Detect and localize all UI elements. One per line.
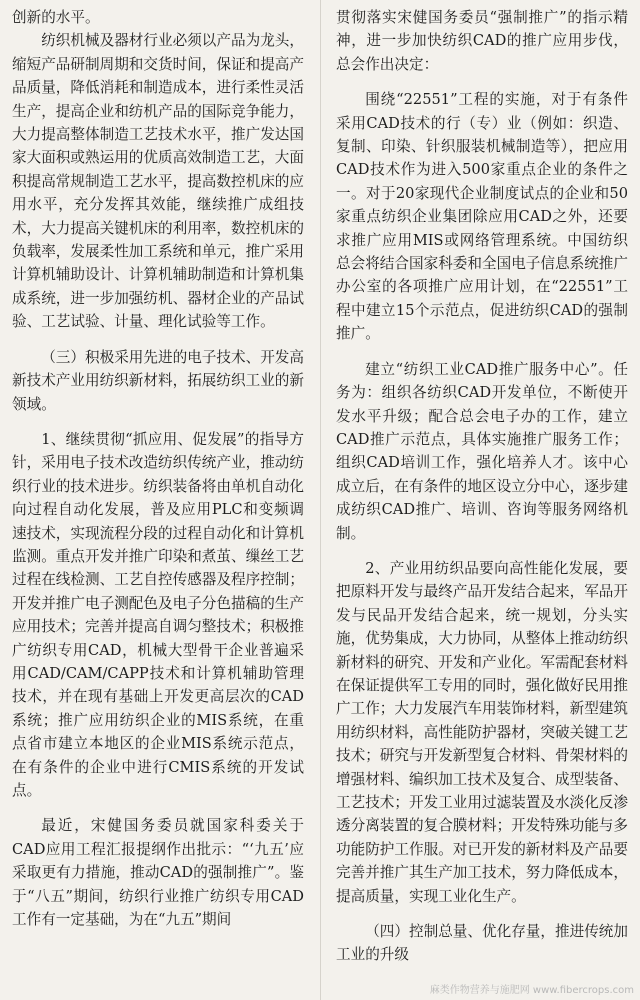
left-column <box>12 6 304 931</box>
paragraph-22551-project: 围绕“22551”工程的实施，对于有条件采用CAD技术的行（专）业（例如：织造、复制、印染、针织服装机械制造等），把应用CAD技术作为进入500家重点企业的条件之一。对于20家现代企业制度试点的企业和50家重点纺织企业集团除应用CAD之外，还要求推广应用MIS或网络管理系统。中国纺织总会将结合国家科委和全国电子信息系统推广办公室的各项推广应用计划，在“22551”工程中建立15个示范点，促进纺织CAD的强制推广。 <box>336 91 628 343</box>
paragraph-cad-service-center: 建立“纺织工业CAD推广服务中心”。任务为：组织各纺织CAD开发单位，不断使开发水平升级；配合总会电子办的工作，建立CAD推广示范点，具体实施推广服务工作；组织CAD培训工作，强化培养人才。该中心成立后，在有条件的地区设立分中心，逐步建成纺织CAD推广、培训、咨询等服务网络机制。 <box>336 360 628 542</box>
column-divider <box>320 0 321 1000</box>
paragraph-cad-instruction: 最近，宋健国务委员就国家科委关于CAD应用工程汇报提纲作出批示：“‘九五’应采取更有力措施，推动CAD的强制推广”。鉴于“八五”期间，纺织行业推广纺织专用CAD工作有一定基础，为在“九五”期间 <box>12 817 304 929</box>
right-column <box>336 6 628 967</box>
paragraph-industrial-textiles: 2、产业用纺织品要向高性能化发展，要把原料开发与最终产品开发结合起来，军品开发与民品开发结合起来，统一规划，分头实施，优势集成，大力协同，从整体上推动纺织新材料的研究、开发和产业化。军需配套材料在保证提供军工专用的同时，强化做好民用推广工作；大力发展汽车用装饰材料，新型建筑用纺织材料，高性能防护器材，突破关键工艺技术；研究与开发新型复合材料、骨架材料的增强材料、编织加工技术及复合、成型装备、工艺技术；开发工业用过滤装置及水淡化反渗透分离装置的复合膜材料；开发特殊功能与多功能防护工作服。对已开发的新材料及产品要完善并推广其生产加工技术，努力降低成本，提高质量，实现工业化生产。 <box>336 559 628 905</box>
paragraph-continuation: 创新的水平。 <box>12 9 100 26</box>
watermark: 麻类作物营养与施肥网 www.fibercrops.com <box>429 985 634 996</box>
paragraph-continuation-right: 贯彻落实宋健国务委员“强制推广”的指示精神，进一步加快纺织CAD的推广应用步伐，总会作出决定： <box>336 9 628 73</box>
section-heading-3: （三）积极采用先进的电子技术、开发高新技术产业用纺织新材料，拓展纺织工业的新领域。 <box>12 348 304 413</box>
section-heading-4: （四）控制总量、优化存量，推进传统加工业的升级 <box>336 923 628 964</box>
paragraph-electronics: 1、继续贯彻“抓应用、促发展”的指导方针，采用电子技术改造纺织传统产业，推动纺织行业的技术进步。纺织装备将由单机自动化向过程自动化发展，普及应用PLC和变频调速技术，实现流程分段的过程自动化和计算机监测。重点开发并推广印染和煮茧、缫丝工艺过程在线检测、工艺自控传感器及程序控制；开发并推广电子测配色及电子分色描稿的生产应用技术；完善并提高自调匀整技术；积极推广纺织专用CAD，机械大型骨干企业普遍采用CAD/CAM/CAPP技术和计算机辅助管理技术，并在现有基础上开发更高层次的CAD系统；推广应用纺织企业的MIS系统，在重点省市建立本地区的企业MIS系统示范点，在有条件的企业中进行CMIS系统的开发试点。 <box>12 430 304 799</box>
paragraph-textile-machinery: 纺织机械及器材行业必须以产品为龙头，缩短产品研制周期和交货时间，保证和提高产品质量，降低消耗和制造成本，进行柔性灵活生产，提高企业和纺机产品的国际竞争能力，大力提高整体制造工艺技术水平，推广发达国家大面积或熟运用的优质高效制造工艺，大面积提高常规制造工艺水平，提高数控机床的应用水平，充分发挥其效能，继续推广成组技术，大力提高关键机床的利用率，数控机床的负载率，发展柔性加工系统和单元，推广采用计算机辅助设计、计算机辅助制造和计算机集成系统，进一步加强纺机、器材企业的产品试验、工艺试验、计量、理化试验等工作。 <box>12 32 304 331</box>
